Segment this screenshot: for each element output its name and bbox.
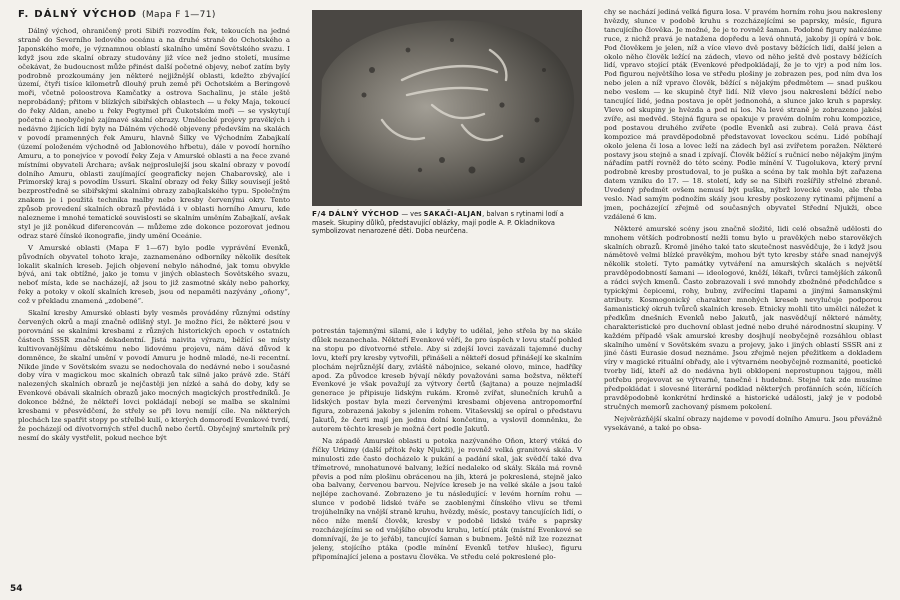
- column-left: [18, 8, 290, 588]
- page-number: 54: [10, 584, 23, 594]
- figure-caption: [312, 210, 582, 236]
- figure-caption-sep: — ves: [399, 210, 424, 218]
- paragraph: Skalní kresby Amurské oblasti byly vesměs prováděny různými odstíny červených okrů a mají značně odlišný styl. Je možno říci, že některé jsou v porovnání se skalními kresbami z různých historických epoch v ostatních částech SSSR značně dekadentní. Jistá naivita výrazu, běžící se místy kultivovanějšímu dětskému nebo lidovému projevu, nám dává důvod k domněnce, že skalní umění v povodí Amuru je hodně mladé, ne-li recentní. Nikde jinde v Sovětském svazu se nedochovala do nedávné nebo i současné doby víra v magickou moc skalních obrazů tak silně jako právě zde. Stáří nalezených skalních obrazů je nejčastěji jen nízké a sahá do doby, kdy se Evenkové obávali skalních obrazů jako mocných magických prostředníků. Je dokonce běžné, že někteří lovci pokládají nebojí se malba se skalními kresbami v přesvědčení, že střely se při lovu nemíjí cíle. Na některých plochách lze spatřit stopy po střelbě kulí, o kterých domorodí Evenkové tvrdí, že pocházejí od dívotvorných střel duchů nebo čertů. Obyčejný smrtelník prý nesmí do skály vystřelit, pokud nechce být: [18, 309, 290, 442]
- paragraph: Na západě Amurské oblasti u potoka nazývaného Oňon, který vtéká do říčky Urkimy (další přítok řeky Njukži), je rovněž velká granitová skála. V minulosti zde často docházelo k pukání a padání skal, jak svědčí také dva třímetrové, mnohatunové balvany, ležící nedaleko od skály. Skála má rovně převis a pod ním plošinu obrácenou na jih, která je pokreslená, stejně jako oba balvany, červenou barvou. Nejvíce kreseb je na velké skále a jsou také nejlépe zachované. Zobrazeno je tu následující: v levém horním rohu — slunce v podobě lidské tváře se zaoblenými čínského vlivu se třemi trojúhelníky na vnější straně kruhu, hvězdy, měsíc, postavy tancujících lidí, o něco níže menší člověk, kresby v podobě lidské tváře s paprsky rozcházejícími se od vnějšího obvodu kruhu, letící pták (místní Evenkové se domnívají, že je to jeřáb), tancující šaman s bubnem. Ještě níž lze rozeznat jeleny, stojícího ptáka (podle mínění Evenků tetřev hlušec), figuru připomínající jelena a postavu člověka. Ve středu celé pokreslené plo-: [312, 436, 582, 561]
- paragraph: potrestán tajemnými silami, ale i kdyby to udělal, jeho střela by na skále důlek nezanechala. Někteří Evenkové věří, že pro úspěch v lovu stačí pohled na stopu po dívotvorné střele. Aby si zdejší lovci zavázali tajemné duchy lovu, kteří pry kresby vytvořili, přinášeli a někteří dosud přinášejí ke skalním plochám nejrůznější dary, zvláště nábojnice, sekané olovo, mince, hadříky apod. Za původce kreseb bývají někdy považováni sama božstva, někteří Evenkové je však považují za výtvory čertů (šajtana) a pouze nejmladší generace je připisuje lidským rukám. Kromě zvířat, slunečních kruhů a lidských postav byla mezi červenými kresbami objevena antropomorfní figura, zobrazená jakoby s jelením rohem. Vitaševskij se opíral o představu Jakutů, že čerti mají jen jednu dolní končetinu, a vyslovil domněnku, že autorem těchto kreseb je možná čert podle Jakutů.: [312, 327, 582, 433]
- paragraph: chy se nachází jediná velká figura losa. V pravém horním rohu jsou nakresleny hvězdy, slunce v podobě kruhu s rozcházejícími se paprsky, měsíc, figura tancujícího člověka. Je možné, že je to rovněž šaman. Podobné figury nalézáme ruce, z nichž pravá je natažena dopředu a levá ohnutá, jakoby ji opírá v bok. Pod člověkem je jelen, níž a více vlevo dvě postavy běžících lidí, další jelen a okolo něho člověk ležící na zádech, vlevo od něho ještě dvě postavy běžících lidí, vpravo stojící pták (Evenkové předpokládají, že je to vjr) a pod ním los. Pod figurou největšího losa ve středu plošiny je zobrazen pes, pod ním dva los nebo jelen a níž vpravo člověk, běžící s nějakým předmětem — snad puškou nebo veslem — ke skupině čtyř lidí. Níž vlevo jsou nakresleni běžící nebo tancující lidé, jedna postava je opět jednonohá, a slunce jako kruh s paprsky. Vlevo od skupiny je hvězda a pod ní los. Na levé straně je zobrazeno jakési zvíře, asi medvěd. Stejná figura se opakuje v pravém dolním rohu kompozice, pod postavou druhého zvířete (podle Evenků asi zubra). Celá prava část kompozice má pravděpodobně představovat loveckou scénu. Lidé pobíhají okolo jelena či losa a lovec leží na zádech byl asi zvířetem poražen. Některé postavy jsou stejně a snad i zpívají. Člověk běžící s ručnicí nebo nějakým jiným nářadím patří rovněž do této scény. Podle mínění V. Tugolukova, který první podrobně kresby prostudoval, to je puška a scéna by tak mohla být zařazena datem vzniku do 17. — 18. století, kdy se na Sibiři rozšířily střelné zbraně. Uvedený předmět ovšem nemusí být puška, nýbrž lovecké veslo, ale třeba veslo. Nad samým podnožím skály jsou kresby poskozeny rytinami přijmení a jmen, pocházející zřejmě od současných obyvatel Střední Njukži, obce vzdálené 6 km.: [604, 8, 882, 221]
- column-right: [604, 8, 882, 588]
- paragraph: Některé amurské scény jsou značně složité, lidi celé obsažně udělosti do mnohem větších podrobností nežli tomu bylo u pravěkých nebo starověkých skalních obrazů. Kromě jiného také tato skutečnost nasvědčuje, že i když jsou námětově velmi blízké pravěkým, mohou být tyto kresby stáře snad nanejvýš několik století. Tyto památky vytváření na amurských skalách s největší pravděpodobností šamani — ideologové, kněží, lékaři, tvůrci tamějších zákonů a rádci svých kmenů. Často zobrazovali i své mnohdy zbožněné předchůdce s typickými čepicemi, rohy, bubny, zvířecími tlapami a jinými šamanskými atributy. Kosmogonický charakter mnohých kreseb nevylučuje podporou šamanistický okruh tvůrců skalních kreseb. Etnicky mohli tito umělci náležet k předkům dnešních Evenků nebo Jakutů, jak nasvědčují některé náměty, charakteristické pro duchovní oblast jedné nebo druhé národnostní skupiny. V každém případě však amurské kresby dosjhují neobyčejně rozsáhlou oblast skalního umění v Sovětském svazu a projevy, jako i jiných oblastí SSSR ani z jiné části Eurasie dosud neznáme. Jsou zřejmě nejen přežitkem a dokladem víry v magické rituální obřady, ale i výtvarném neobyčejně rozmanité, poetické tvorby lidí, kteří až do nedávna byli obklopeni neprostupnou tajgou, měli potřebu projevovat se výtvarně, tanečně i hudebně. Stejně tak zde musíme předpokládat i slovesné literární podklad některých profánních scén, líčících pravděpodobně konkrétní hrdinské a historické události, jaký je v podobě stručných memorů zachovaný písmem pokolení.: [604, 224, 882, 411]
- boulder-engraving-image: [312, 10, 582, 206]
- figure-location: SAKAČI-ALJAN: [423, 210, 483, 218]
- section-heading: [18, 8, 290, 22]
- figure-title: DÁLNÝ VÝCHOD: [328, 209, 400, 218]
- column-middle: [312, 327, 582, 591]
- paragraph: Nejvěrázňější skalní obrazy najdeme v povodí dolního Amuru. Jsou převážně vysekávané, a také po obsa-: [604, 414, 882, 432]
- section-title: F. DÁLNÝ VÝCHOD: [18, 9, 138, 20]
- figure-caption-text: , balvan s rytinami lodí a masek. Skupiny důlků, představující oblázky, mají podle A. P. Okladnikova symbolizovat nenarozené děti. Doba neurčena.: [312, 210, 564, 236]
- paragraph: Dálný východ, ohraničený proti Sibiři rozvodím řek, tekoucích na jedné straně do Severního ledového oceánu a na druhé straně do Ochotského a Japonského moře, je významnou oblastí skalního umění Sovětského svazu. I když jsou zde skalní obrazy studovány již více než jedno století, musíme očekávat, že budoucnost může přinést další početné objevy, neboť zatím byly podrobně prozkoumány jen některé nejjižnější oblasti, kdežto zbývající území, čtyři tisíce kilometrů dlouhý pruh země při Ochotském a Beringově moři, včetně poloostrova Kamčatky a ostrova Sachalinu, je stále ještě neprobádaný; přitom v blízkých sibiřských oblastech — u řeky Maja, tekoucí do řeky Aldan, anebo u řeky Pegtymel při Čukotském moři — se vyskytují početné a neobyčejně zajímavé skalní obrazy. Umělecké projevy pravěkých i nedávno žijících lidí byly na Dálném východě objeveny především na skalách v povodí pramenných řek Amuru, hlavně Šilky ve Východním Zabajkalí (území položeném východně od Jablonového hřbetu), dále v povodí horního Amuru, a to ponejvíce v povodí řeky Zeja v Amurské oblasti a na řece zvané místními obyvateli Árchara; avšak nejproslulejší jsou skalní obrazy v povodí dolního Amuru, oblasti zaujímající geograficky nejen Chabarovský, ale i Primorský kraj s povodím Ussuri. Skalní obrazy od řeky Šilky souvisejí ještě bezprostředně se sibiřskými skalními obrazy zabajkalského typu. Společným znakem je i použitá technika malby nebo kresby červenými okry. Tento způsob provedení skalních obrazů převládá i v oblasti horního Amuru, kde nalezneme i mnohé tematické souvislosti se skalním uměním Zabajkalí, avšak styl je již poněkud diferencován — můžeme zde dokonce pozorovat jednou odraz staré čínské ikonografie, jindy umění Oceánie.: [18, 27, 290, 240]
- figure-photo: [312, 10, 582, 206]
- section-map-ref: (Mapa F 1—71): [141, 10, 216, 20]
- figure-number: F/4: [312, 209, 327, 218]
- paragraph: V Amurské oblasti (Mapa F 1—67) bylo podle vyprávění Evenků, původních obyvatel tohoto kraje, zaznamenáno odborníky několik desítek lokalit skalních kreseb. Jejich objevení nebylo náhodné, jak tomu obvykle bývá, ani tak obtížné, jako je tomu v jiných oblastech Sovětského svazu, neboť místa, kde se nacházejí, až jsou to již zasmotné skály nebo pahorky, řeky a potoky v okolí skalních kreseb, jsou od nepaměti nazývány „oňony“, což v překladu znamená „zdobené“.: [18, 243, 290, 306]
